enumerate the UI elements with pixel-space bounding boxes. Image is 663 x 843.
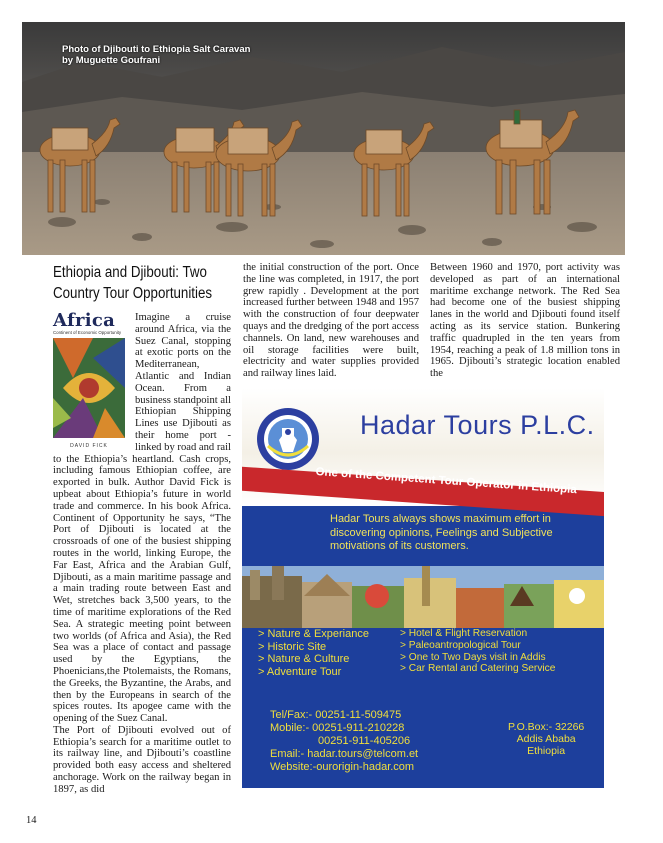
ad-email: Email:- hadar.tours@telcom.et	[270, 748, 419, 760]
ad-photo-collage	[242, 566, 604, 628]
ad-service-item: > Adventure Tour	[258, 665, 342, 678]
ad-service-item: > Nature & Experiance	[258, 628, 369, 640]
page-number: 14	[26, 815, 37, 826]
ad-country: Ethiopia	[527, 745, 566, 757]
ad-services-list-left	[258, 628, 369, 678]
ad-service-item: > Nature & Culture	[258, 653, 350, 665]
ad-service-item: > Car Rental and Catering Service	[400, 663, 556, 675]
ad-service-item: > Hotel & Flight Reservation	[400, 628, 528, 639]
article-column-2-text: the initial construction of the port. Once the line was completed, in 1917, the port grew rapidly . Development at the port increased further between 1948 and 1957 with the construction of four deepwater quays and the dredging of the port access channels. On land, new warehouses and oil storage facilities were built, electricity and water supplies provided and railway lines laid.	[243, 262, 419, 380]
article-intro-paragraph: Imagine a cruise around Africa, via the Suez Canal, stopping at exotic ports on the Mediterranean, Atlantic and Indian Ocean. From a business standpoint all Ethiopian Shipping Lines use Djibouti as their home port - linked by road and rail to the Ethiopia’s heartland. Cash crops, including famous Ethiopian coffee, are exported in bulk. Author David Fick is upbeat about Ethiopia’s future in world trade and commerce. In his book Africa. Continent of Opportunity he says, “The Port of Djibouti is located at the crossroads of one of the busiest shipping routes in the world, linking Europe, the Far East, Africa and the Arabian Gulf, Djibouti, as a main maritime passage and a main trading route between East and Wet, stretches back 3,500 years, to the time of maritime explorations of the Red Sea. A strategic meeting point between two worlds (of Africa and Asia), the Red Sea was a place of contact and passage used by the Egyptians, the Phoenicians,the Ptolemaists, the Romans, the Greeks, the Byzantine, the Arabs, and then by the Europeans in search of the spices routes. Its apogee came with the opening of the Suez Canal.	[53, 312, 231, 725]
book-title: Africa	[53, 310, 116, 331]
ad-city: Addis Ababa	[516, 733, 576, 745]
article-column-3	[430, 262, 620, 380]
article-port-paragraph: The Port of Djibouti evolved out of Ethiopia’s search for a maritime outlet to its railway line, and Djibouti’s coastline provided both easy access and sheltered anchorage. Work on the railway began in 1897, as did	[53, 724, 231, 795]
ad-service-item: > Paleoantropological Tour	[400, 639, 521, 651]
book-author: DAVID FICK	[70, 443, 108, 449]
ad-address	[508, 721, 584, 757]
ad-promo-text: Hadar Tours always shows maximum effort in discovering opinions, Feelings and Subjective motivations of its customers.	[330, 513, 553, 552]
photo-caption	[62, 44, 250, 66]
photo-caption-title: Photo of Djibouti to Ethiopia Salt Caravan	[62, 44, 251, 55]
ad-services-list-right	[400, 628, 555, 675]
article-column-1	[53, 262, 231, 796]
ad-website: Website:-ourorigin-hadar.com	[270, 761, 415, 773]
article-column-3-text: Between 1960 and 1970, port activity was developed as part of an international maritime exchange network. The Red Sea had become one of the busiest shipping lanes in the world and Djibouti found itself acting as its service station. Bunkering traffic quadrupled in the ten years from 1954, reaching a peak of 1.8 million tons in 1965. Djibouti’s strategic location enabled the	[430, 262, 620, 380]
book-cover-art	[53, 338, 125, 438]
article-column-2	[243, 262, 419, 380]
ad-service-item: > One to Two Days visit in Addis	[400, 651, 546, 663]
ad-tagline: One of the Competent Tour Operator in Ethiopia	[315, 466, 578, 497]
article-headline: Ethiopia and Djibouti: Two Country Tour Opportunities	[53, 264, 213, 302]
photo-caption-credit: by Muguette Goufrani	[62, 55, 161, 66]
ad-service-item: > Historic Site	[258, 640, 327, 653]
ad-mobile: Mobile:- 00251-911-210228	[270, 722, 405, 734]
ad-company-name: Hadar Tours P.L.C.	[360, 410, 595, 440]
book-cover	[53, 312, 129, 450]
book-subtitle: Continent of Economic Opportunity	[53, 330, 122, 335]
ad-contact-details	[270, 709, 418, 774]
hadar-tours-logo	[255, 406, 321, 472]
hero-photo	[22, 22, 625, 255]
ad-mobile-2: 00251-911-405206	[318, 735, 411, 747]
hadar-tours-advertisement	[242, 388, 604, 788]
ad-po-box: P.O.Box:- 32266	[508, 721, 585, 733]
ad-tel-fax: Tel/Fax:- 00251-11-509475	[270, 709, 402, 721]
